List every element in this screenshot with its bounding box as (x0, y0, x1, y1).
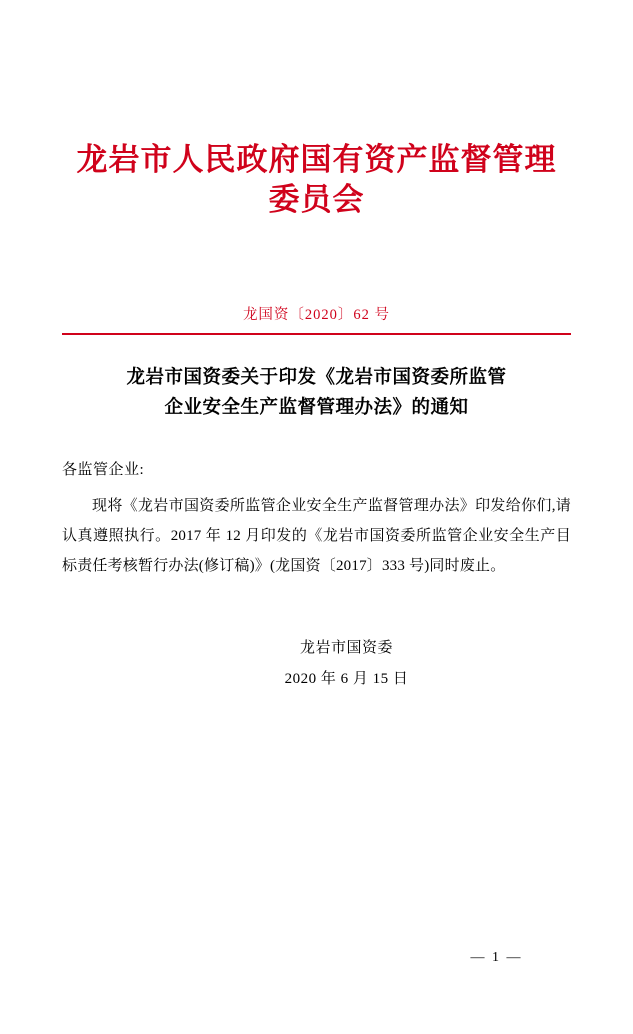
document-number: 龙国资〔2020〕62 号 (242, 306, 391, 323)
issuer-title: 龙岩市人民政府国有资产监督管理委员会 (76, 142, 557, 219)
document-subject-line-1: 龙岩市国资委关于印发《龙岩市国资委所监管 (126, 367, 507, 388)
document-page (0, 140, 633, 1034)
red-divider-rule (62, 333, 571, 335)
body-paragraph: 现将《龙岩市国资委所监管企业安全生产监督管理办法》印发给你们,请认真遵照执行。2017 年 12 月印发的《龙岩市国资委所监管企业安全生产目标责任考核暂行办法(修订稿)》(龙国资〔2017〕333 号)同时废止。 (62, 497, 571, 574)
salutation: 各监管企业: (62, 461, 145, 478)
document-subject-line-2: 企业安全生产监督管理办法》的通知 (164, 398, 469, 419)
page-number: — 1 — (470, 950, 523, 965)
signature-block (62, 633, 571, 696)
signature-date: 2020 年 6 月 15 日 (284, 671, 409, 688)
signature-organization: 龙岩市国资委 (299, 639, 393, 656)
document-subject (62, 363, 571, 424)
